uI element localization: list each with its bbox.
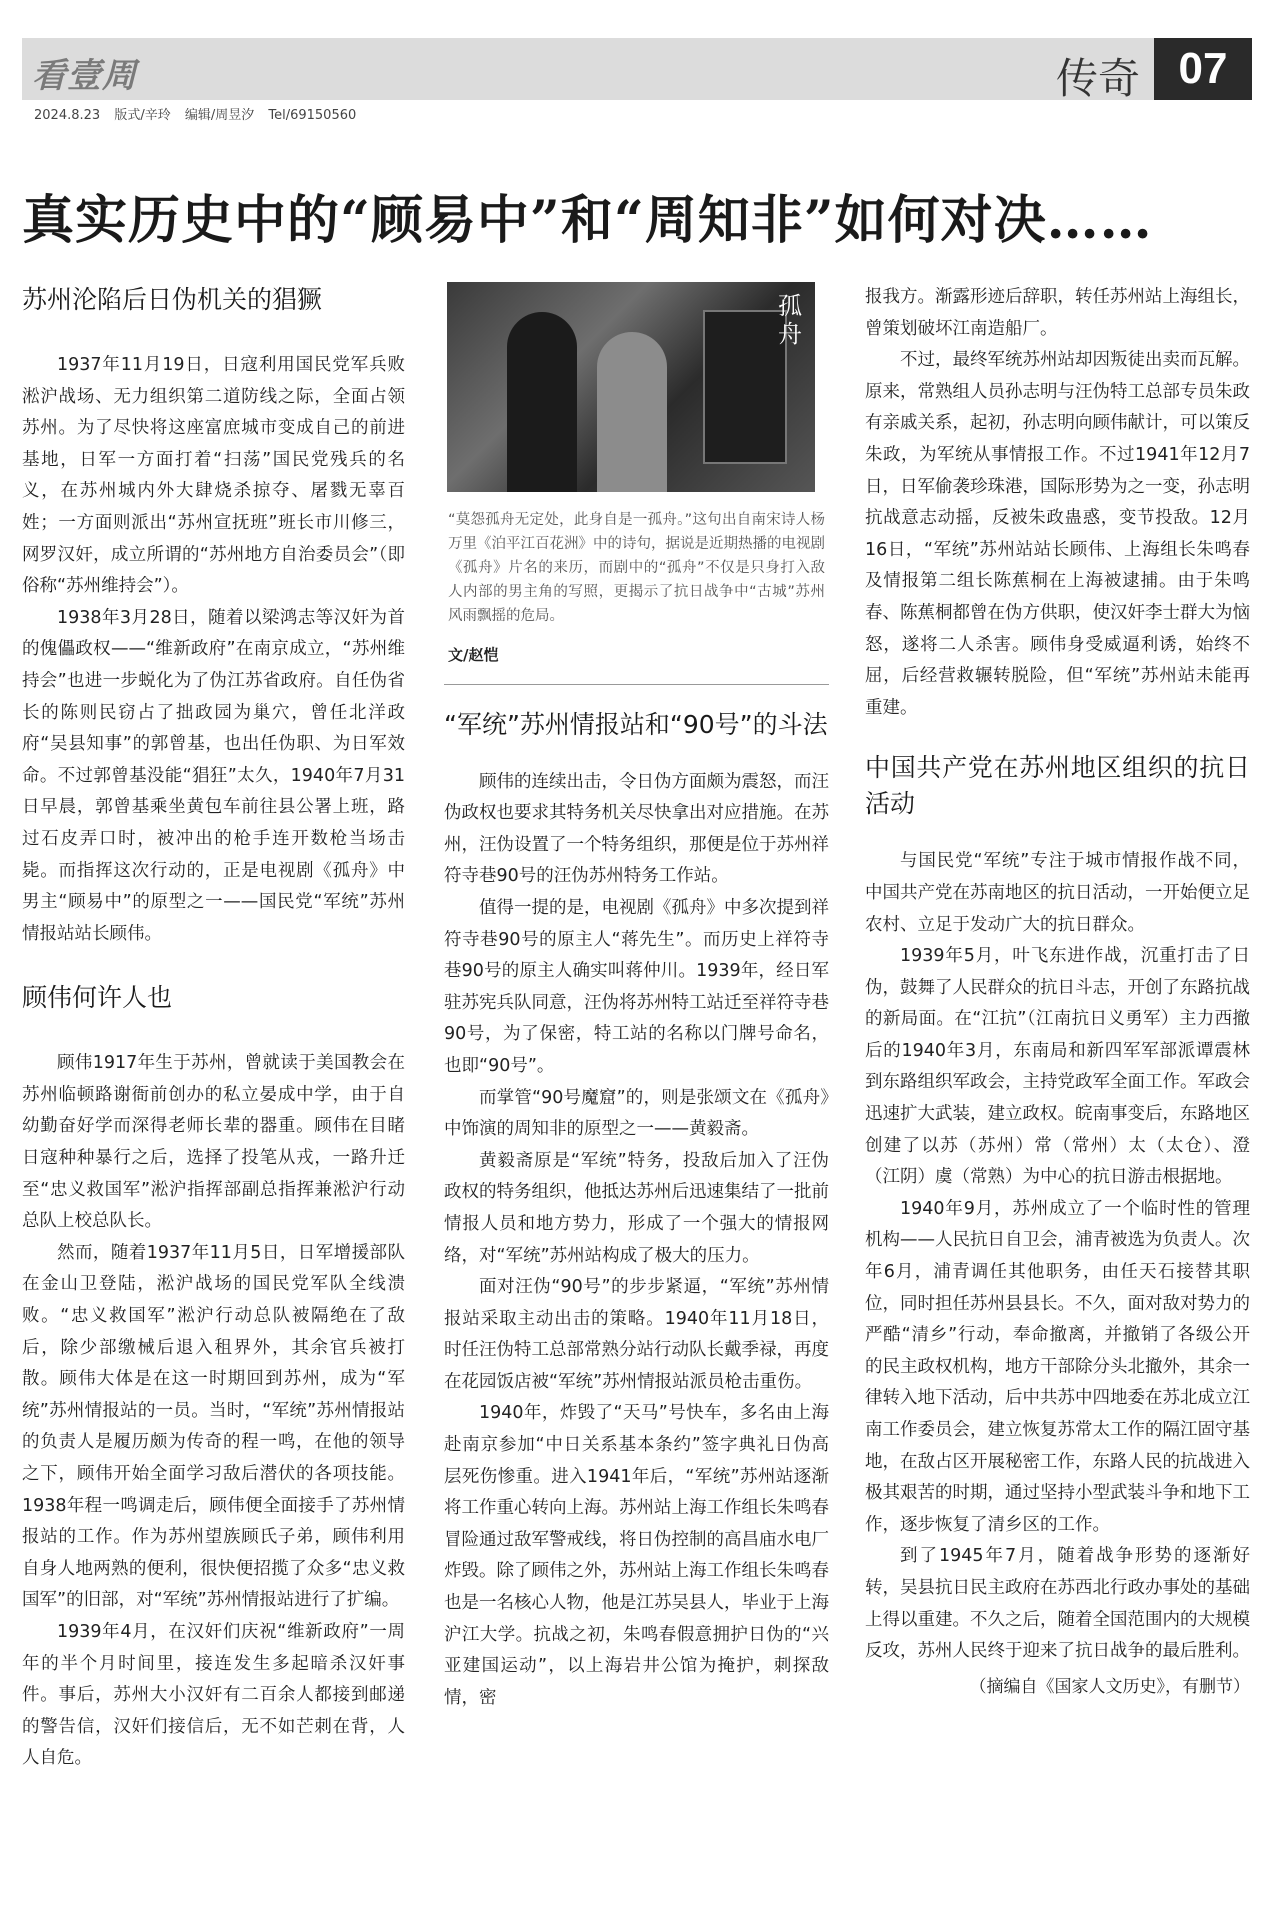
layout-credit: 版式/辛玲: [114, 108, 171, 123]
subheading: “军统”苏州情报站和“90号”的斗法: [444, 709, 828, 739]
column-3: [865, 282, 1250, 1703]
source-note: （摘编自《国家人文历史》，有删节）: [969, 1676, 1250, 1697]
column-2: [444, 282, 829, 1714]
paragraph: 1939年5月，叶飞东进作战，沉重打击了日伪，鼓舞了人民群众的抗日斗志，开创了东路抗战的新局面。在“江抗”（江南抗日义勇军）主力西撤后的1940年3月，东南局和新四军军部派谭震林到东路组织军政会，主持党政军全面工作。军政会迅速扩大武装，建立政权。皖南事变后，东路地区创建了以苏（苏州）常（常州）太（太仓）、澄（江阴）虞（常熟）为中心的抗日游击根据地。: [865, 946, 1250, 1188]
paragraph: 报我方。渐露形迹后辞职，转任苏州站上海组长，曾策划破坏江南造船厂。: [865, 287, 1250, 339]
paragraph: 到了1945年7月，随着战争形势的逐渐好转，吴县抗日民主政府在苏西北行政办事处的基础上得以重建。不久之后，随着全国范围内的大规模反攻，苏州人民终于迎来了抗日战争的最后胜利。: [865, 1546, 1250, 1662]
headline: 真实历史中的“顾易中”和“周知非”如何对决……: [22, 190, 1153, 251]
paragraph: 黄毅斋原是“军统”特务，投敌后加入了汪伪政权的特务组织，他抵达苏州后迅速集结了一批前情报人员和地方势力，形成了一个强大的情报网络，对“军统”苏州站构成了极大的压力。: [444, 1150, 829, 1266]
paragraph: 顾伟1917年生于苏州，曾就读于美国教会在苏州临顿路谢衙前创办的私立晏成中学，由于自幼勤奋好学而深得老师长辈的器重。顾伟在目睹日寇种种暴行之后，选择了投笔从戎，一路升迁至“忠义救国军”淞沪指挥部副总指挥兼淞沪行动总队上校总队长。: [22, 1053, 405, 1232]
paragraph: 1937年11月19日，日寇利用国民党军兵败淞沪战场、无力组织第二道防线之际，全面占领苏州。为了尽快将这座富庶城市变成自己的前进基地，日军一方面打着“扫荡”国民党残兵的名义，在苏州城内外大肆烧杀掠夺、屠戮无辜百姓；一方面则派出“苏州宣抚班”班长市川修三，网罗汉奸，成立所谓的“苏州地方自治委员会”（即俗称“苏州维持会”）。: [22, 355, 405, 597]
page-number: 07: [1154, 38, 1252, 100]
paragraph: 1938年3月28日，随着以梁鸿志等汉奸为首的傀儡政权——“维新政府”在南京成立，“苏州维持会”也进一步蜕化为了伪江苏省政府。自任伪省长的陈则民窃占了拙政园为巢穴，曾任北洋政府“吴县知事”的郭曾基，也出任伪职、为日军效命。不过郭曾基没能“猖狂”太久，1940年7月31日早晨，郭曾基乘坐黄包车前往县公署上班，路过石皮弄口时，被冲出的枪手连开数枪当场击毙。而指挥这次行动的，正是电视剧《孤舟》中男主“顾易中”的原型之一——国民党“军统”苏州情报站站长顾伟。: [22, 607, 405, 944]
paragraph: 然而，随着1937年11月5日，日军增援部队在金山卫登陆，淞沪战场的国民党军队全线溃败。“忠义救国军”淞沪行动总队被隔绝在了敌后，除少部缴械后退入租界外，其余官兵被打散。顾伟大体是在这一时期回到苏州，成为“军统”苏州情报站的一员。当时，“军统”苏州情报站的负责人是履历颇为传奇的程一鸣，在他的领导之下，顾伟开始全面学习敌后潜伏的各项技能。1938年程一鸣调走后，顾伟便全面接手了苏州情报站的工作。作为苏州望族顾氏子弟，顾伟利用自身人地两熟的便利，很快便招揽了众多“忠义救国军”的旧部，对“军统”苏州情报站进行了扩编。: [22, 1242, 405, 1611]
drama-still-photo: [447, 282, 815, 492]
paragraph: 1940年，炸毁了“天马”号快车，多名由上海赴南京参加“中日关系基本条约”签字典礼日伪高层死伤惨重。进入1941年后，“军统”苏州站逐渐将工作重心转向上海。苏州站上海工作组长朱鸣春冒险通过敌军警戒线，将日伪控制的高昌庙水电厂炸毁。除了顾伟之外，苏州站上海工作组长朱鸣春也是一名核心人物，他是江苏吴县人，毕业于上海沪江大学。抗战之初，朱鸣春假意拥护日伪的“兴亚建国运动”，以上海岩井公馆为掩护，刺探敌情，密: [444, 1403, 829, 1708]
byline: 文/赵恺: [448, 646, 499, 664]
paragraph: 1940年9月，苏州成立了一个临时性的管理机构——人民抗日自卫会，浦青被选为负责人。次年6月，浦青调任其他职务，由任天石接替其职位，同时担任苏州县县长。不久，面对敌对势力的严酷“清乡”行动，奉命撤离，并撤销了各级公开的民主政权机构，地方干部除分头北撤外，其余一律转入地下活动，后中共苏中四地委在苏北成立江南工作委员会，建立恢复苏常太工作的隔江固守基地，在敌占区开展秘密工作，东路人民的抗战进入极其艰苦的时期，通过坚持小型武装斗争和地下工作，逐步恢复了清乡区的工作。: [865, 1198, 1250, 1535]
newspaper-logo: 看壹周: [32, 56, 137, 96]
photo-caption: “莫怨孤舟无定处，此身自是一孤舟。”这句出自南宋诗人杨万里《泊平江百花洲》中的诗句，据说是近期热播的电视剧《孤舟》片名的来历，而剧中的“孤舟”不仅是只身打入敌人内部的男主角的写照，更揭示了抗日战争中“古城”苏州风雨飘摇的危局。: [448, 512, 825, 624]
paragraph: 而掌管“90号魔窟”的，则是张颂文在《孤舟》中饰演的周知非的原型之一——黄毅斋。: [444, 1087, 829, 1140]
section-name: 传奇: [1055, 54, 1140, 103]
paragraph: 面对汪伪“90号”的步步紧逼，“军统”苏州情报站采取主动出击的策略。1940年11月18日，时任汪伪特工总部常熟分站行动队长戴季禄，再度在花园饭店被“军统”苏州情报站派员枪击重伤。: [444, 1277, 829, 1392]
subheading: 顾伟何许人也: [22, 983, 173, 1013]
photo-title: 孤舟: [778, 292, 802, 348]
issue-date: 2024.8.23: [34, 108, 101, 123]
paragraph: 值得一提的是，电视剧《孤舟》中多次提到祥符寺巷90号的原主人“蒋先生”。而历史上祥符寺巷90号的原主人确实叫蒋仲川。1939年，经日军驻苏宪兵队同意，汪伪将苏州特工站迁至祥符寺巷90号，为了保密，特工站的名称以门牌号命名，也即“90号”。: [444, 897, 829, 1076]
paragraph: 1939年4月，在汉奸们庆祝“维新政府”一周年的半个月时间里，接连发生多起暗杀汉奸事件。事后，苏州大小汉奸有二百余人都接到邮递的警告信，汉奸们接信后，无不如芒刺在背，人人自危。: [22, 1621, 405, 1769]
paragraph: 顾伟的连续出击，令日伪方面颇为震怒，而汪伪政权也要求其特务机关尽快拿出对应措施。在苏州，汪伪设置了一个特务组织，那便是位于苏州祥符寺巷90号的汪伪苏州特务工作站。: [444, 771, 829, 887]
subheading: 苏州沦陷后日伪机关的猖獗: [22, 285, 323, 314]
subheading: 中国共产党在苏州地区组织的抗日活动: [865, 753, 1250, 819]
editor-credit: 编辑/周昱汐: [184, 108, 255, 123]
column-1: [22, 282, 405, 1775]
photo-figure: [507, 312, 577, 492]
phone: Tel/69150560: [268, 108, 357, 123]
photo-figure: [597, 332, 667, 492]
issue-meta: [34, 104, 366, 123]
paragraph: 与国民党“军统”专注于城市情报作战不同，中国共产党在苏南地区的抗日活动，一开始便立足农村、立足于发动广大的抗日群众。: [865, 851, 1250, 935]
paragraph: 不过，最终军统苏州站却因叛徒出卖而瓦解。原来，常熟组人员孙志明与汪伪特工总部专员朱政有亲戚关系，起初，孙志明向顾伟献计，可以策反朱政，为军统从事情报工作。不过1941年12月7日，日军偷袭珍珠港，国际形势为之一变，孙志明抗战意志动摇，反被朱政蛊惑，变节投敌。12月16日，“军统”苏州站站长顾伟、上海组长朱鸣春及情报第二组长陈蕉桐在上海被逮捕。由于朱鸣春、陈蕉桐都曾在伪方供职，使汉奸李士群大为恼怒，遂将二人杀害。顾伟身受威逼利诱，始终不屈，后经营救辗转脱险，但“军统”苏州站未能再重建。: [865, 350, 1250, 718]
masthead: [22, 38, 1252, 103]
